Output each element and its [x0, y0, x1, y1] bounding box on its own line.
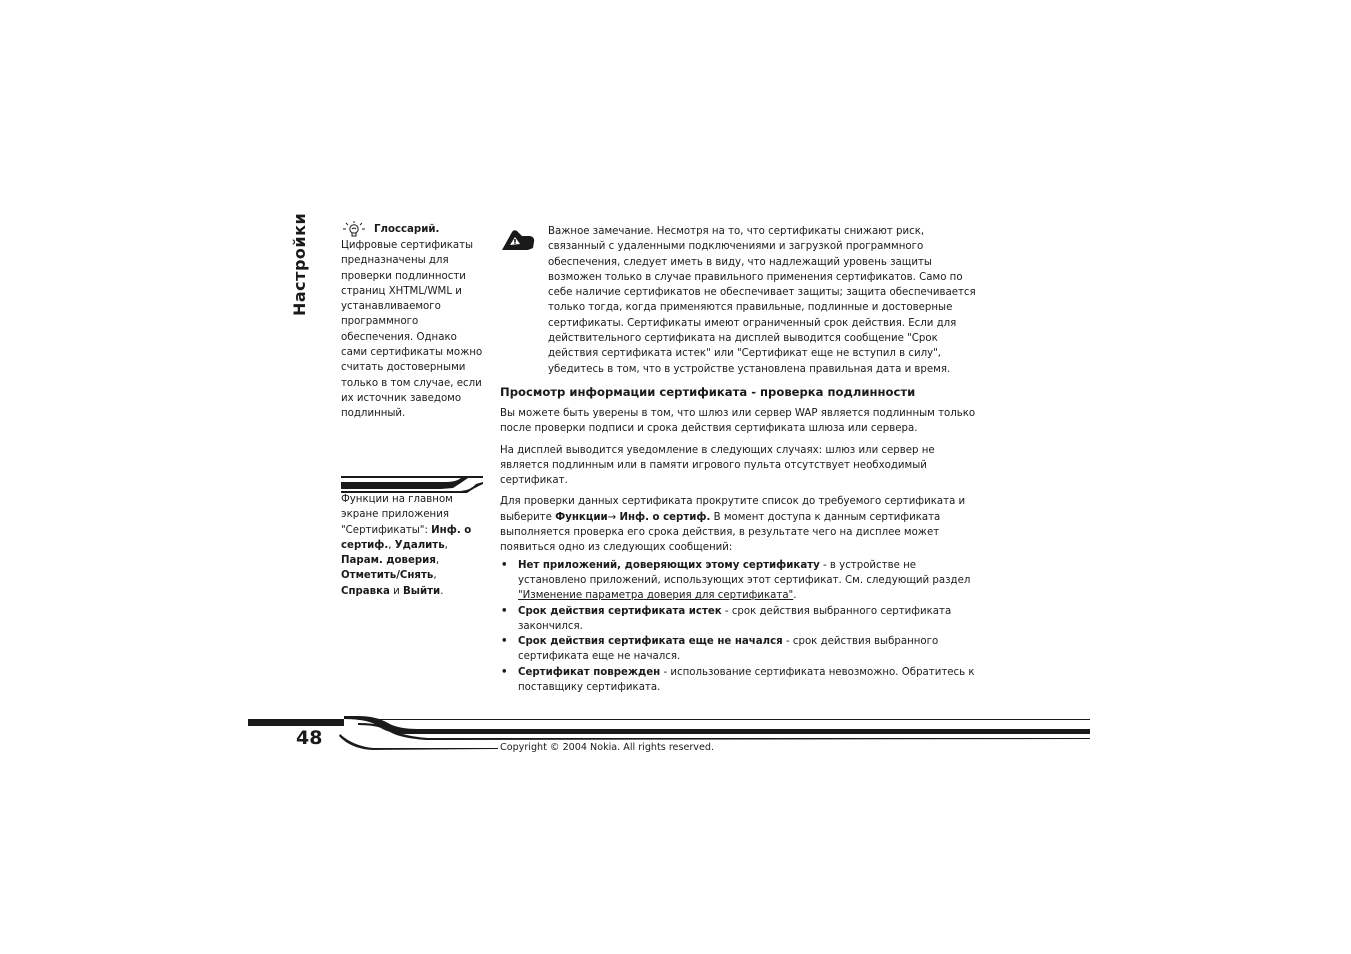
func-delete: Удалить — [394, 539, 445, 551]
menu-cert-info: Инф. о сертиф. — [619, 511, 711, 523]
glossary-text: Цифровые сертификаты предназначены для проверки подлинности страниц XHTML/WML и устанавливаемого программного обеспечения. Однако сами сертификаты можно считать достоверными только в том случае, если их источник заведомо подлинный. — [341, 240, 483, 420]
paragraph-1: Вы можете быть уверены в том, что шлюз или сервер WAP является подлинным только после проверки подписи и срока действия сертификата шлюза или сервера. — [500, 408, 976, 435]
glossary-title: Глоссарий. — [374, 224, 440, 235]
paragraph-2: На дисплей выводится уведомление в следующих случаях: шлюз или сервер не является подлинным или в памяти игрового пульта отсутствует необходимый сертификат. — [500, 444, 935, 487]
warning-text: Важное замечание. Несмотря на то, что сертификаты снижают риск, связанный с удаленными подключениями и загрузкой программного обеспечения, следует иметь в виду, что надлежащий уровень защиты возможен только в случае правильного применения сертификатов. Само по себе наличие сертификатов не обеспечивает защиты; защита обеспечивается только тогда, когда применяются правильные, подлинные и достоверные сертификаты. Сертификаты имеют ограниченный срок действия. Если для действительного сертификата на дисплей выводится сообщение "Срок действия сертификата истек" или "Сертификат еще не вступил в силу", убедитесь в том, что в устройстве установлена правильная дата и время. — [548, 226, 976, 375]
warning-note — [548, 224, 980, 377]
warning-hand-icon — [500, 226, 536, 252]
menu-functions: Функции — [555, 511, 608, 523]
list-item: • Сертификат поврежден - использование сертификата невозможно. Обратитесь к поставщику сертификата. — [501, 666, 975, 694]
func-trust: Парам. доверия — [341, 555, 436, 567]
main-content — [500, 384, 978, 695]
section-title: Настройки — [290, 212, 309, 316]
func-help: Справка — [341, 585, 390, 597]
func-info: Инф. о сертиф. — [341, 524, 472, 551]
page-number: 48 — [296, 727, 323, 749]
func-exit: Выйти — [403, 585, 441, 597]
list-item: • Срок действия сертификата еще не начался - срок действия выбранного сертификата еще не начался. — [501, 636, 939, 663]
functions-note: Функции на главном экране приложения "Сертификаты": Инф. о сертиф., Удалить, Парам. доверия, Отметить/Снять, Справка и Выйти. — [341, 494, 472, 597]
trust-settings-link[interactable]: "Изменение параметра доверия для сертификата" — [518, 590, 794, 602]
section-heading: Просмотр информации сертификата - проверка подлинности — [500, 385, 916, 399]
lightbulb-icon — [341, 221, 367, 237]
list-item: • Срок действия сертификата истек - срок действия выбранного сертификата закончился. — [501, 605, 952, 632]
functions-prefix: Функции на главном экране приложения "Сертификаты": — [341, 494, 453, 536]
list-item: • Нет приложений, доверяющих этому сертификату - в устройстве не установлено приложений, использующих этот сертификат. См. следующий раздел "Изменение параметра доверия для сертификата". — [501, 559, 971, 602]
glossary-tip — [341, 222, 483, 422]
func-mark: Отметить/Снять — [341, 570, 434, 582]
copyright-footer: Copyright © 2004 Nokia. All rights reserved. — [500, 742, 715, 753]
message-list — [500, 558, 978, 696]
paragraph-3: Для проверки данных сертификата прокрутите список до требуемого сертификата и выберите Функции→ Инф. о сертиф. В момент доступа к данным сертификата выполняется проверка его срока действия, в результате чего на дисплее может появиться одно из следующих сообщений: — [500, 496, 966, 554]
